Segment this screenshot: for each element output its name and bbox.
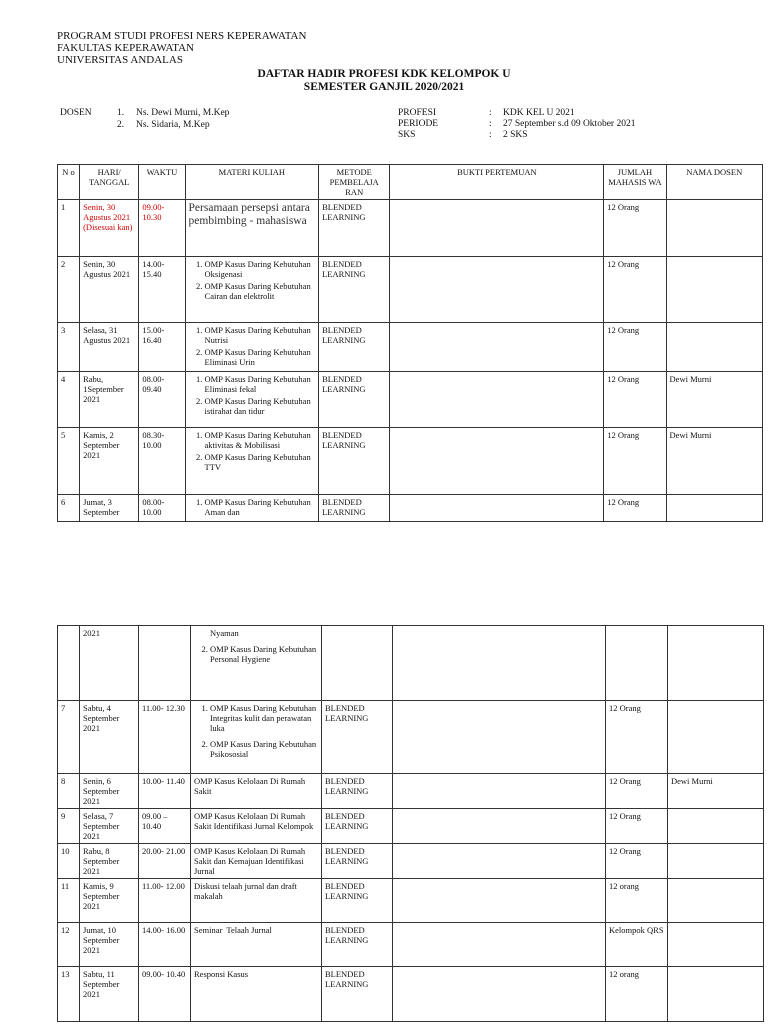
cell-no: 4	[58, 372, 80, 428]
cell-waktu: 11.00- 12.30	[139, 701, 191, 774]
cell-jumlah: 12 Orang	[604, 323, 666, 372]
cell-bukti	[393, 923, 606, 967]
cell-no: 12	[58, 923, 80, 967]
cell-waktu: 14.00- 15.40	[139, 257, 185, 323]
cell-materi	[185, 257, 319, 323]
cell-hari: Kamis, 2 September 2021	[80, 428, 139, 495]
cell-hari: Selasa, 31 Agustus 2021	[80, 323, 139, 372]
header-materi: MATERI KULIAH	[185, 165, 319, 200]
materi-item: 1. OMP Kasus Daring Kebutuhan Integritas kulit dan perawatan luka	[210, 703, 318, 733]
cell-jumlah: 12 Orang	[604, 428, 666, 495]
semester-title: SEMESTER GANJIL 2020/2021	[303, 81, 465, 93]
periode-label: PERIODE	[398, 119, 439, 129]
cell-hari: Senin, 30 Agustus 2021	[80, 257, 139, 323]
materi-item: 1. OMP Kasus Daring Kebutuhan aktivitas & Mobilisasi	[205, 430, 316, 450]
profesi-value: KDK KEL U 2021	[503, 108, 575, 118]
materi-item: 1. OMP Kasus Daring Kebutuhan Aman dan	[205, 497, 316, 517]
cell-dosen	[668, 701, 764, 774]
cell-materi: OMP Kasus Kelolaan Di Rumah Sakit	[191, 774, 322, 809]
materi-item: 2. OMP Kasus Daring Kebutuhan Eliminasi Urin	[205, 347, 316, 367]
cell-bukti	[390, 323, 604, 372]
cell-jumlah: 12 Orang	[606, 774, 668, 809]
cell-no: 1	[58, 200, 80, 257]
cell-no: 3	[58, 323, 80, 372]
cell-hari: Rabu, 8 September 2021	[80, 844, 139, 879]
cell-waktu: 08.00- 09.40	[139, 372, 185, 428]
cell-hari: Selasa, 7 September 2021	[80, 809, 139, 844]
materi-continuation: Nyaman	[210, 628, 239, 638]
materi-item: 1. OMP Kasus Daring Kebutuhan Oksigenasi	[205, 259, 316, 279]
table-row	[58, 844, 764, 879]
cell-jumlah: 12 Orang	[604, 372, 666, 428]
cell-waktu: 15.00- 16.40	[139, 323, 185, 372]
cell-dosen	[668, 967, 764, 1022]
cell-materi: OMP Kasus Kelolaan Di Rumah Sakit Identifikasi Jurnal Kelompok	[191, 809, 322, 844]
cell-bukti	[393, 967, 606, 1022]
cell-dosen	[668, 626, 764, 701]
table-header-row	[58, 165, 763, 200]
university-name: UNIVERSITAS ANDALAS	[57, 54, 183, 66]
cell-dosen: Dewi Murni	[666, 372, 762, 428]
periode-colon: :	[489, 119, 492, 129]
cell-waktu: 09.00- 10.30	[139, 200, 185, 257]
header-nama: NAMA DOSEN	[666, 165, 762, 200]
table-row	[58, 701, 764, 774]
cell-metode: BLENDED LEARNING	[319, 200, 390, 257]
materi-item: 1. OMP Kasus Daring Kebutuhan Nutrisi	[205, 325, 316, 345]
cell-metode: BLENDED LEARNING	[319, 495, 390, 522]
header-hari: HARI/ TANGGAL	[80, 165, 139, 200]
cell-no: 6	[58, 495, 80, 522]
table-row	[58, 774, 764, 809]
cell-waktu	[139, 626, 191, 701]
cell-dosen: Dewi Murni	[666, 428, 762, 495]
table-row	[58, 809, 764, 844]
cell-dosen	[668, 844, 764, 879]
cell-no: 11	[58, 879, 80, 923]
table-row	[58, 626, 764, 701]
cell-waktu: 09.00 – 10.40	[139, 809, 191, 844]
cell-hari: Kamis, 9 September 2021	[80, 879, 139, 923]
table-row	[58, 372, 763, 428]
cell-materi	[185, 428, 319, 495]
dosen-name-1: Ns. Dewi Murni, M.Kep	[136, 108, 230, 118]
attendance-table-page1	[57, 164, 763, 522]
materi-item: 2. OMP Kasus Daring Kebutuhan Cairan dan elektrolit	[205, 281, 316, 301]
dosen-name-2: Ns. Sidaria, M.Kep	[136, 120, 210, 130]
cell-no: 2	[58, 257, 80, 323]
cell-no: 8	[58, 774, 80, 809]
cell-waktu: 08.30- 10.00	[139, 428, 185, 495]
cell-waktu: 20.00- 21.00	[139, 844, 191, 879]
cell-jumlah: 12 Orang	[606, 809, 668, 844]
cell-metode: BLENDED LEARNING	[322, 967, 393, 1022]
cell-no: 13	[58, 967, 80, 1022]
cell-hari: Senin, 30 Agustus 2021 (Disesuai kan)	[80, 200, 139, 257]
cell-bukti	[390, 200, 604, 257]
periode-value: 27 September s.d 09 Oktober 2021	[503, 119, 636, 129]
materi-item: 2. OMP Kasus Daring Kebutuhan TTV	[205, 452, 316, 472]
cell-metode: BLENDED LEARNING	[319, 372, 390, 428]
cell-metode: BLENDED LEARNING	[322, 809, 393, 844]
cell-hari: Sabtu, 4 September 2021	[80, 701, 139, 774]
cell-hari: Rabu, 1September 2021	[80, 372, 139, 428]
document-title: DAFTAR HADIR PROFESI KDK KELOMPOK U	[257, 68, 511, 80]
table-row	[58, 257, 763, 323]
cell-dosen	[668, 923, 764, 967]
header-jumlah: JUMLAH MAHASIS WA	[604, 165, 666, 200]
profesi-colon: :	[489, 108, 492, 118]
program-name: PROGRAM STUDI PROFESI NERS KEPERAWATAN	[57, 30, 307, 42]
materi-item: 2. OMP Kasus Daring Kebutuhan Personal Hygiene	[210, 644, 318, 664]
dosen-no-2: 2.	[117, 120, 125, 130]
cell-dosen	[666, 257, 762, 323]
table-row	[58, 200, 763, 257]
cell-jumlah: 12 orang	[606, 879, 668, 923]
cell-bukti	[393, 809, 606, 844]
cell-jumlah: 12 Orang	[606, 701, 668, 774]
cell-dosen	[666, 200, 762, 257]
cell-hari: Jumat, 10 September 2021	[80, 923, 139, 967]
cell-no: 9	[58, 809, 80, 844]
cell-hari: 2021	[80, 626, 139, 701]
cell-jumlah: 12 Orang	[606, 844, 668, 879]
cell-waktu: 09.00- 10.40	[139, 967, 191, 1022]
table-row	[58, 923, 764, 967]
sks-label: SKS	[398, 130, 416, 140]
cell-no	[58, 626, 80, 701]
cell-materi: Persamaan persepsi antara pembimbing - mahasiswa	[185, 200, 319, 257]
cell-materi: OMP Kasus Kelolaan Di Rumah Sakit dan Kemajuan Identifikasi Jurnal	[191, 844, 322, 879]
header-no: N o	[58, 165, 80, 200]
cell-materi	[185, 495, 319, 522]
cell-dosen: Dewi Murni	[668, 774, 764, 809]
cell-metode	[322, 626, 393, 701]
cell-jumlah: 12 Orang	[604, 257, 666, 323]
cell-bukti	[393, 844, 606, 879]
table-row	[58, 428, 763, 495]
attendance-table-page2	[57, 625, 764, 1022]
header-bukti: BUKTI PERTEMUAN	[390, 165, 604, 200]
cell-waktu: 10.00- 11.40	[139, 774, 191, 809]
header-metode: METODE PEMBELAJA RAN	[319, 165, 390, 200]
cell-materi: Responsi Kasus	[191, 967, 322, 1022]
profesi-label: PROFESI	[398, 108, 437, 118]
cell-bukti	[390, 372, 604, 428]
cell-metode: BLENDED LEARNING	[319, 323, 390, 372]
cell-dosen	[666, 495, 762, 522]
materi-item: 2. OMP Kasus Daring Kebutuhan istirahat dan tidur	[205, 396, 316, 416]
cell-jumlah: 12 orang	[606, 967, 668, 1022]
faculty-name: FAKULTAS KEPERAWATAN	[57, 42, 195, 54]
cell-dosen	[666, 323, 762, 372]
cell-metode: BLENDED LEARNING	[322, 923, 393, 967]
table-row	[58, 967, 764, 1022]
cell-metode: BLENDED LEARNING	[319, 428, 390, 495]
cell-materi	[185, 323, 319, 372]
cell-metode: BLENDED LEARNING	[322, 701, 393, 774]
materi-item: 1. OMP Kasus Daring Kebutuhan Eliminasi fekal	[205, 374, 316, 394]
cell-dosen	[668, 809, 764, 844]
cell-bukti	[393, 879, 606, 923]
cell-metode: BLENDED LEARNING	[322, 879, 393, 923]
cell-no: 10	[58, 844, 80, 879]
table-row	[58, 495, 763, 522]
cell-no: 7	[58, 701, 80, 774]
cell-waktu: 08.00- 10.00	[139, 495, 185, 522]
cell-metode: BLENDED LEARNING	[322, 774, 393, 809]
cell-jumlah: Kelompok QRS	[606, 923, 668, 967]
cell-hari: Sabtu, 11 September 2021	[80, 967, 139, 1022]
table-row	[58, 879, 764, 923]
cell-waktu: 11.00- 12.00	[139, 879, 191, 923]
cell-hari: Senin, 6 September 2021	[80, 774, 139, 809]
institution-header	[57, 30, 306, 66]
cell-metode: BLENDED LEARNING	[319, 257, 390, 323]
cell-jumlah: 12 Orang	[604, 200, 666, 257]
cell-bukti	[390, 495, 604, 522]
cell-jumlah: 12 Orang	[604, 495, 666, 522]
cell-materi	[191, 701, 322, 774]
cell-materi: Diskusi telaah jurnal dan draft makalah	[191, 879, 322, 923]
table-row	[58, 323, 763, 372]
cell-no: 5	[58, 428, 80, 495]
cell-waktu: 14.00- 16.00	[139, 923, 191, 967]
materi-item: 2. OMP Kasus Daring Kebutuhan Psikososial	[210, 739, 318, 759]
sks-value: 2 SKS	[503, 130, 528, 140]
cell-hari: Jumat, 3 September	[80, 495, 139, 522]
header-waktu: WAKTU	[139, 165, 185, 200]
cell-jumlah	[606, 626, 668, 701]
cell-materi	[191, 626, 322, 701]
cell-dosen	[668, 879, 764, 923]
sks-colon: :	[489, 130, 492, 140]
cell-materi: Seminar Telaah Jurnal	[191, 923, 322, 967]
cell-bukti	[390, 257, 604, 323]
cell-bukti	[393, 626, 606, 701]
dosen-no-1: 1.	[117, 108, 125, 118]
cell-bukti	[393, 701, 606, 774]
cell-materi	[185, 372, 319, 428]
cell-bukti	[390, 428, 604, 495]
cell-metode: BLENDED LEARNING	[322, 844, 393, 879]
dosen-label: DOSEN	[60, 108, 92, 118]
cell-bukti	[393, 774, 606, 809]
